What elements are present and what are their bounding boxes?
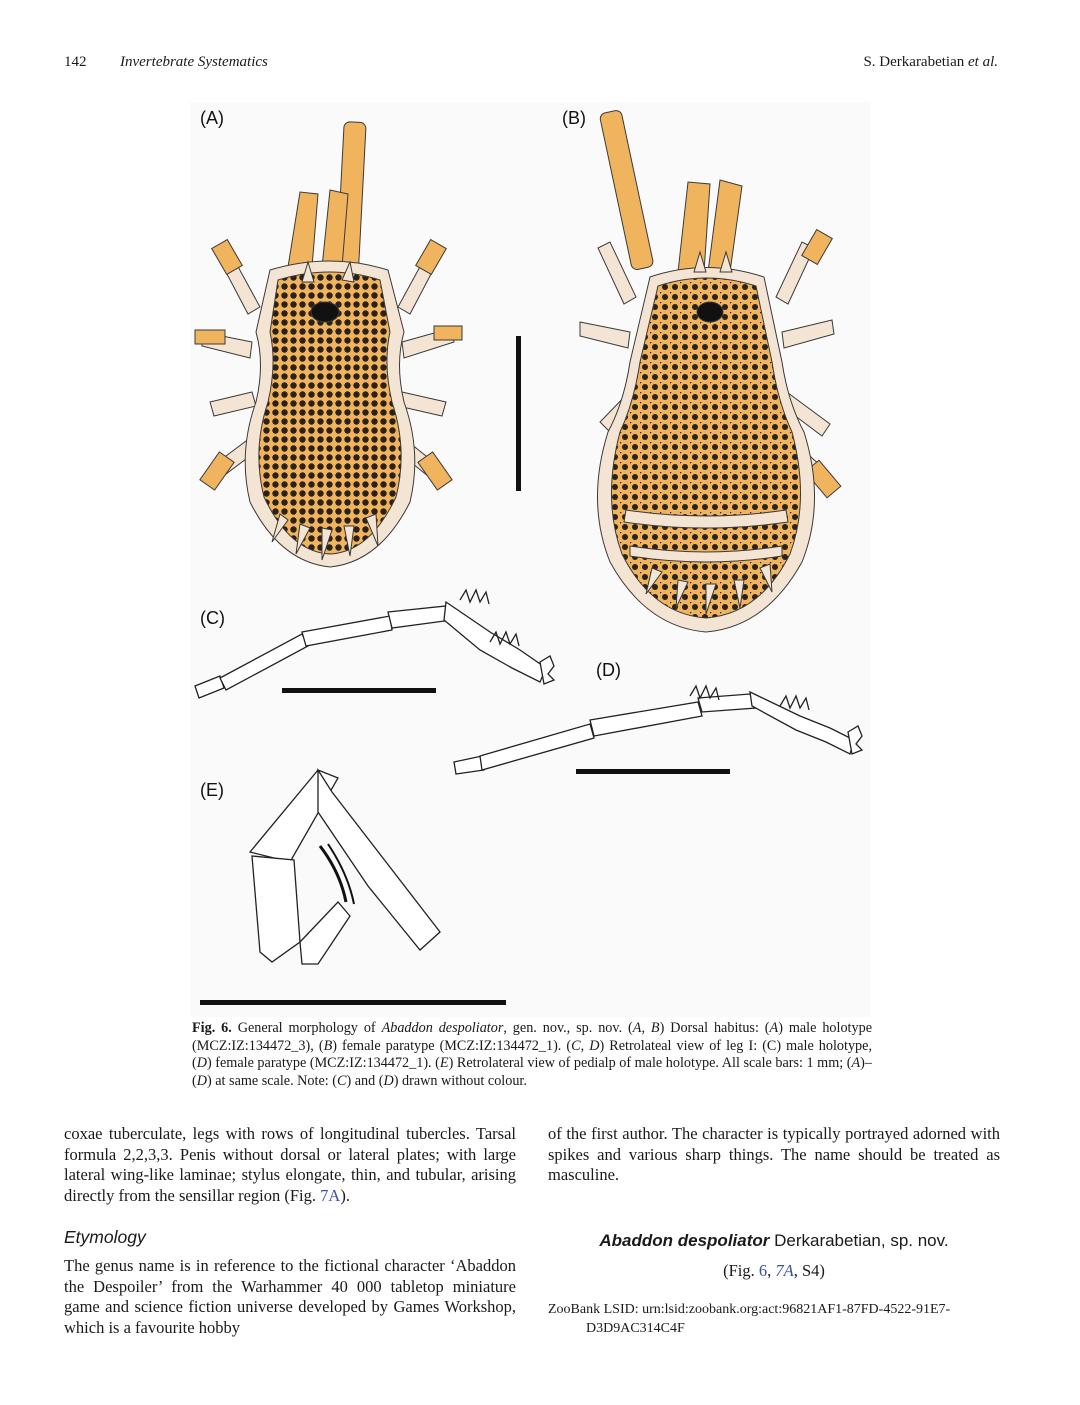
body-text: , S4) [793,1261,825,1280]
panel-a-habitus [195,122,462,567]
caption-ref: A [769,1020,779,1036]
caption-ref: D [383,1072,394,1089]
figure-6 [190,102,870,1017]
scale-bar-d [576,769,730,774]
body-text: ). [340,1185,350,1205]
etymology-heading: Etymology [64,1227,146,1247]
figure-6-illustration [190,102,870,1017]
figure-link-6[interactable]: 6 [758,1261,768,1280]
caption-text: ) at same scale. Note: ( [206,1072,337,1089]
caption-text: , [580,1037,590,1054]
species-name: Abaddon despoliator [599,1231,770,1250]
caption-text: ) Retrolateral view of pedialp of male holotype. All scale bars: 1 mm; ( [448,1055,852,1071]
caption-text: General morphology of [231,1020,382,1036]
caption-text: ) male holotype (MCZ:IZ:134472_3), ( [192,1020,872,1054]
etymology-continuation: of the first author. The character is typically portrayed adorned with spikes and various sharp things. The name should be treated as masculine. [548,1124,1000,1184]
panel-b-habitus [580,110,841,632]
body-text: , [767,1261,776,1280]
species-heading [548,1231,1000,1252]
scale-bar-e [200,1000,506,1005]
author-etal: et al. [968,54,998,70]
figure-link-7a[interactable]: 7A [320,1185,341,1205]
species-figure-refs [548,1261,1000,1282]
panel-label-b: (B) [562,108,586,128]
caption-ref: C [336,1072,347,1089]
caption-text: , [641,1020,651,1036]
caption-text: , gen. nov., sp. nov. ( [503,1020,633,1036]
caption-label: Fig. 6. [192,1020,232,1036]
caption-ref: B [323,1037,333,1054]
caption-text: ) female paratype (MCZ:IZ:134472_1). ( [206,1055,440,1071]
caption-text: ) Dorsal habitus: ( [659,1020,770,1036]
caption-ref: B [650,1020,660,1036]
caption-text: ) female paratype (MCZ:IZ:134472_1). ( [332,1037,572,1054]
caption-text: ) drawn without colour. [393,1072,527,1089]
figure-caption [192,1020,872,1090]
zoobank-lsid [548,1300,1000,1338]
zoobank-line: ZooBank LSID: urn:lsid:zoobank.org:act:96821AF1-87FD-4522-91E7- [548,1302,951,1317]
caption-ref: A [851,1055,861,1071]
caption-ref: D [589,1037,600,1054]
zoobank-line: D3D9AC314C4F [586,1321,685,1336]
author-name: S. Derkarabetian [863,54,968,70]
caption-ref: A [632,1020,642,1036]
panel-c-leg [195,590,554,698]
panel-label-d: (D) [596,660,621,680]
panel-d-leg [454,686,862,774]
scale-bar-a [516,336,521,491]
journal-title: Invertebrate Systematics [120,54,268,70]
running-author [863,54,998,71]
diagnosis-paragraph [64,1124,516,1206]
species-author: Derkarabetian, sp. nov. [769,1231,949,1250]
etymology-paragraph: The genus name is in reference to the fictional character ‘Abaddon the Despoiler’ from the Warhammer 40 000 tabletop miniature game and science fiction universe developed by Games Workshop, which is a favourite hobby [64,1256,516,1337]
caption-ref: D [196,1072,207,1089]
body-text: (Fig. [723,1261,759,1280]
figure-link-7a[interactable]: 7A [775,1261,794,1280]
caption-ref: D [196,1055,207,1071]
caption-taxon: Abaddon despoliator [381,1020,504,1036]
body-text: coxae tuberculate, legs with rows of longitudinal tubercles. Tarsal formula 2,2,3,3. Penis without dorsal or lateral plates; with large lateral wing-like laminae; stylus elongate, thin, and tubular, arising directly from the sensillar region (Fig. [64,1124,516,1205]
panel-label-e: (E) [200,780,224,800]
caption-text: )–( [192,1055,872,1089]
scale-bar-c [282,688,436,693]
caption-text: ) Retrolateal view of leg I: (C) male holotype, ( [192,1037,872,1071]
caption-ref: E [439,1055,449,1071]
panel-e-pedipalp [250,770,440,964]
panel-label-a: (A) [200,108,224,128]
caption-text: ) and ( [346,1072,384,1089]
page-number: 142 [64,54,87,70]
panel-label-c: (C) [200,608,225,628]
caption-ref: C [571,1037,581,1054]
